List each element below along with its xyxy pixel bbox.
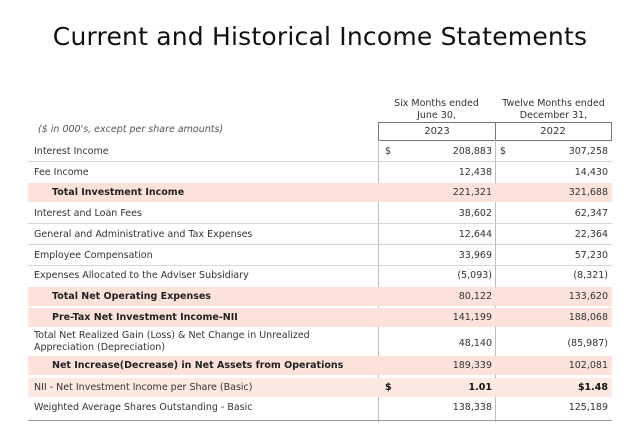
row-label: Net Increase(Decrease) in Net Assets from Operations	[52, 360, 344, 371]
value-2022: 188,068	[568, 312, 608, 323]
column-header-2023-line2: June 30,	[417, 110, 456, 121]
row-label: General and Administrative and Tax Expenses	[34, 229, 253, 240]
value-2023: (5,093)	[457, 270, 492, 281]
row-divider	[28, 244, 612, 245]
table-row-realized-gain-loss	[28, 330, 612, 356]
column-header-2023-line1: Six Months ended	[394, 98, 479, 109]
row-label: NII - Net Investment Income per Share (Basic)	[34, 382, 253, 393]
value-2022: 14,430	[574, 167, 608, 178]
currency-symbol-2022: $	[500, 146, 507, 157]
table-row-adviser-subsidiary	[28, 270, 612, 288]
value-2022: 321,688	[568, 187, 608, 198]
value-2022: 133,620	[568, 291, 608, 302]
value-2023: 208,883	[452, 146, 492, 157]
value-2022: 102,081	[568, 360, 608, 371]
column-header-2022-line2: December 31,	[519, 110, 588, 121]
page-title: Current and Historical Income Statements	[52, 22, 588, 51]
value-2023: 48,140	[458, 338, 492, 349]
row-divider	[28, 161, 612, 162]
value-2023: 138,338	[452, 402, 492, 413]
table-row-pre-tax-nii	[28, 308, 612, 327]
currency-symbol-2023: $	[385, 146, 392, 157]
value-2022: 62,347	[574, 208, 608, 219]
value-2023: 38,602	[458, 208, 492, 219]
table-bottom-border	[28, 420, 612, 421]
value-2023: 80,122	[458, 291, 492, 302]
row-label: Interest and Loan Fees	[34, 208, 142, 219]
row-label: Employee Compensation	[34, 250, 153, 261]
row-label: Pre-Tax Net Investment Income-NII	[52, 312, 238, 323]
value-2023: 12,438	[458, 167, 492, 178]
value-2023: 1.01	[468, 382, 492, 393]
table-row-weighted-average-shares	[28, 402, 612, 420]
year-2023: 2023	[378, 122, 496, 141]
value-2022: $1.48	[577, 382, 608, 393]
table-row-nii-per-share	[28, 378, 612, 397]
table-row-net-increase-decrease	[28, 356, 612, 375]
row-label: Expenses Allocated to the Adviser Subsidiary	[34, 270, 249, 281]
value-2022: 307,258	[568, 146, 608, 157]
value-2022: 22,364	[574, 229, 608, 240]
row-label: Total Net Operating Expenses	[52, 291, 211, 302]
column-header-2022	[495, 98, 612, 122]
value-2023: 221,321	[452, 187, 492, 198]
value-2023: 189,339	[452, 360, 492, 371]
currency-symbol-2023: $	[385, 382, 392, 393]
row-label: Fee Income	[34, 167, 89, 178]
table-row-total-investment-income	[28, 183, 612, 202]
column-header-2023	[378, 98, 495, 122]
units-note: ($ in 000's, except per share amounts)	[38, 124, 224, 135]
column-header-2022-line1: Twelve Months ended	[502, 98, 605, 109]
row-divider	[28, 223, 612, 224]
value-2023: 33,969	[458, 250, 492, 261]
value-2022: 57,230	[574, 250, 608, 261]
value-2022: (85,987)	[567, 338, 608, 349]
row-label: Total Investment Income	[52, 187, 185, 198]
row-divider	[28, 265, 612, 266]
row-label: Weighted Average Shares Outstanding - Basic	[34, 402, 253, 413]
value-2023: 12,644	[458, 229, 492, 240]
value-2023: 141,199	[452, 312, 492, 323]
table-row-total-net-operating-expenses	[28, 287, 612, 306]
row-label: Interest Income	[34, 146, 109, 157]
value-2022: (8,321)	[573, 270, 608, 281]
year-2022: 2022	[495, 122, 612, 141]
row-label: Total Net Realized Gain (Loss) & Net Change in Unrealized Appreciation (Depreciation)	[34, 330, 310, 353]
value-2022: 125,189	[568, 402, 608, 413]
